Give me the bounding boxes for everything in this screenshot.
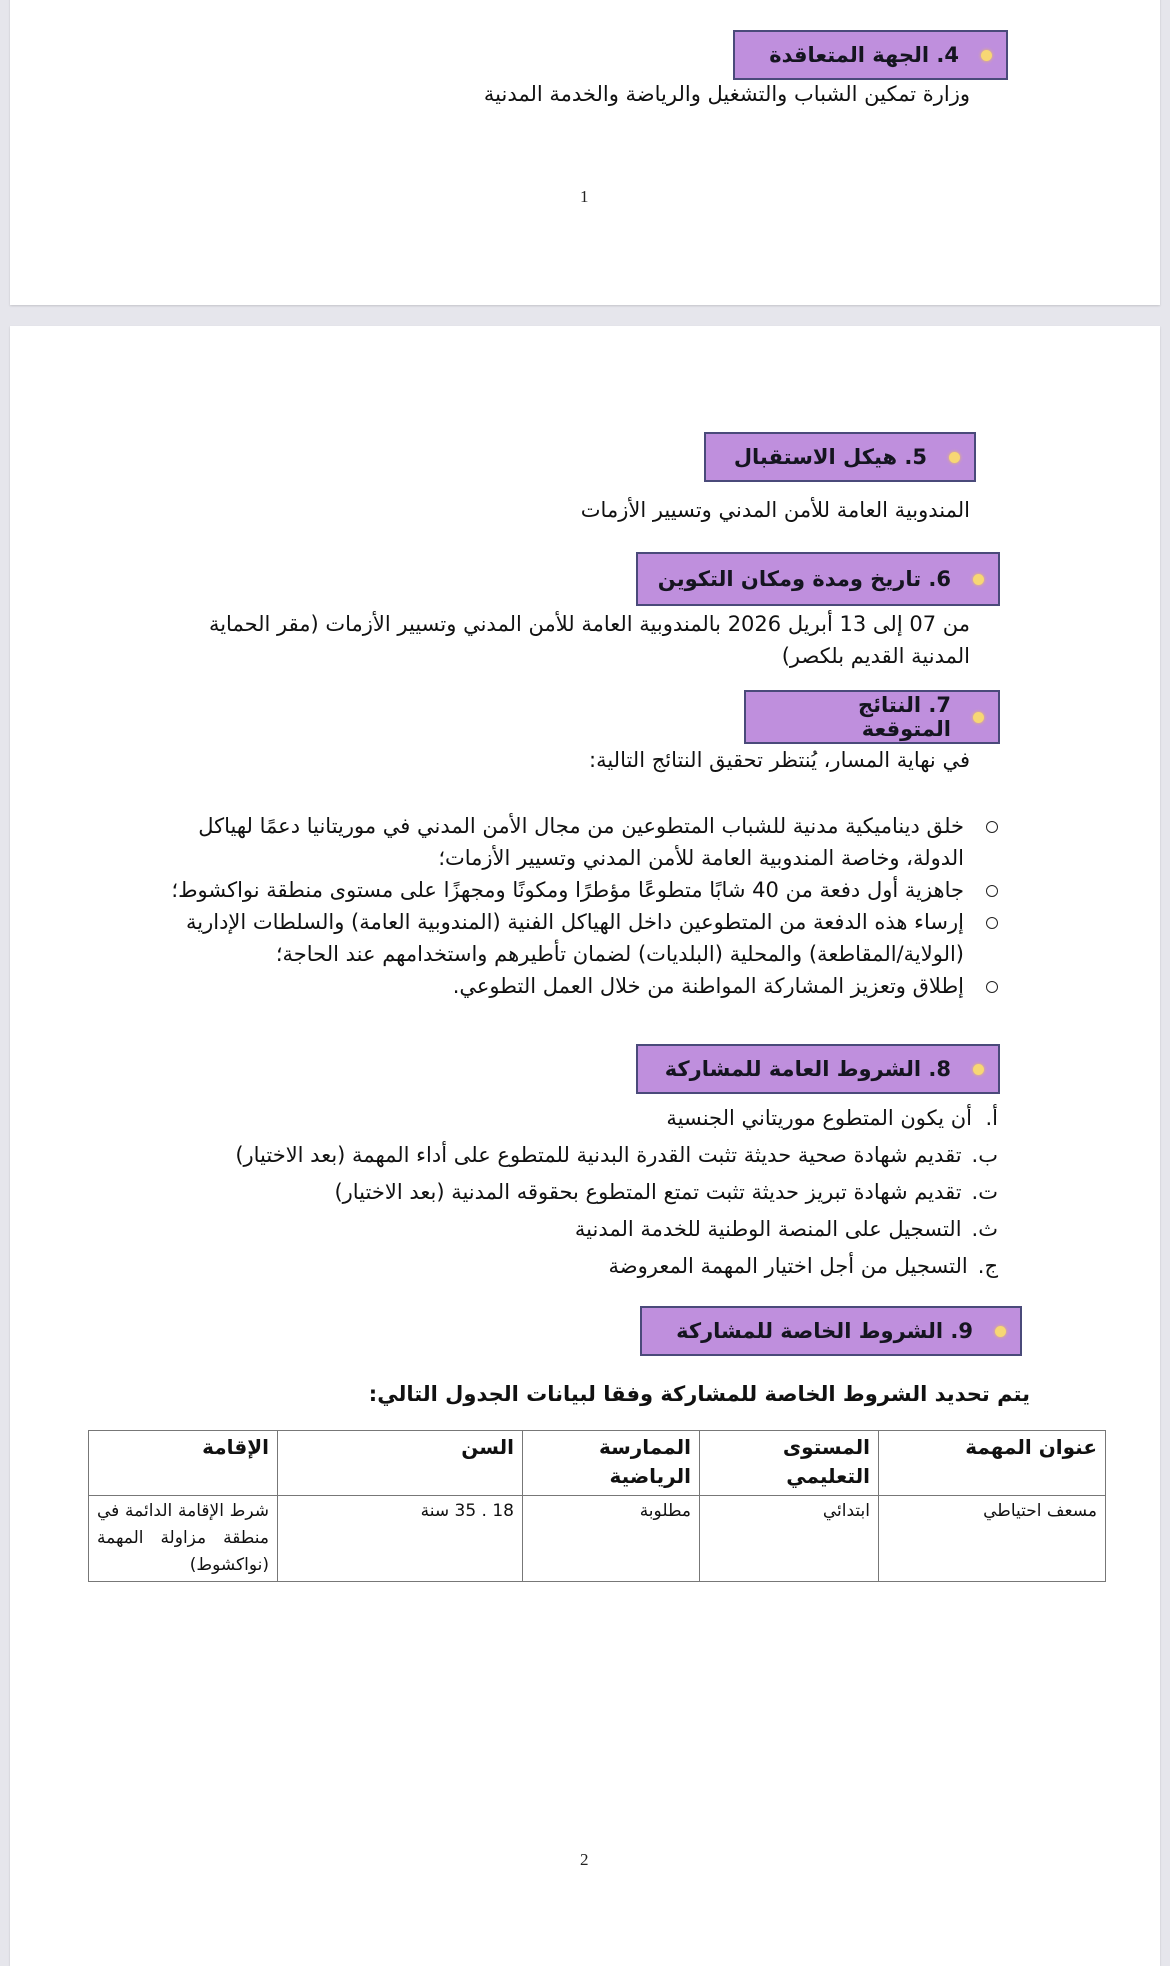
list-letter: ج. xyxy=(977,1254,998,1278)
document-page-2 xyxy=(10,326,1160,1966)
list-item xyxy=(138,1248,998,1285)
section-8-heading xyxy=(636,1044,1000,1094)
section-6-title: 6. تاريخ ومدة ومكان التكوين xyxy=(657,567,951,591)
column-header: عنوان المهمة xyxy=(879,1431,1106,1496)
bullet-dot-icon xyxy=(995,1326,1006,1337)
list-item-text: تقديم شهادة صحية حديثة تثبت القدرة البدنية للمتطوع على أداء المهمة (بعد الاختيار) xyxy=(235,1143,962,1167)
column-header: المستوى التعليمي xyxy=(700,1431,879,1496)
section-6-text: من 07 إلى 13 أبريل 2026 بالمندوبية العامة للأمن المدني وتسيير الأزمات (مقر الحماية المدنية القديم بلكصر) xyxy=(208,612,970,668)
column-header: الممارسة الرياضية xyxy=(523,1431,700,1496)
section-7-title: 7. النتائج المتوقعة xyxy=(857,693,951,741)
section-5-title: 5. هيكل الاستقبال xyxy=(733,445,927,469)
special-conditions-table xyxy=(88,1430,1106,1582)
section-5-heading xyxy=(704,432,976,482)
list-item-text: إطلاق وتعزيز المشاركة المواطنة من خلال العمل التطوعي. xyxy=(452,974,964,998)
bullet-dot-icon xyxy=(949,452,960,463)
list-letter: ث. xyxy=(971,1217,998,1241)
general-conditions-list xyxy=(138,1100,998,1285)
list-item xyxy=(138,1211,998,1248)
hollow-circle-bullet-icon xyxy=(986,885,998,897)
list-item xyxy=(138,1137,998,1174)
list-item xyxy=(138,1100,998,1137)
section-5-text: المندوبية العامة للأمن المدني وتسيير الأزمات xyxy=(580,498,970,522)
expected-results-list xyxy=(138,810,998,1002)
hollow-circle-bullet-icon xyxy=(986,917,998,929)
hollow-circle-bullet-icon xyxy=(986,821,998,833)
list-item-text: أن يكون المتطوع موريتاني الجنسية xyxy=(666,1106,972,1130)
section-7-heading xyxy=(744,690,1000,744)
column-header: السن xyxy=(278,1431,523,1496)
section-6-heading xyxy=(636,552,1000,606)
section-9-intro: يتم تحديد الشروط الخاصة للمشاركة وفقا لبيانات الجدول التالي: xyxy=(368,1382,1030,1406)
list-item-text: خلق ديناميكية مدنية للشباب المتطوعين من مجال الأمن المدني في موريتانيا دعمًا لهياكل الدولة، وخاصة المندوبية العامة للأمن المدني وتسيير الأزمات؛ xyxy=(198,814,964,870)
section-7-intro: في نهاية المسار، يُنتظر تحقيق النتائج التالية: xyxy=(589,748,970,772)
list-item xyxy=(138,1174,998,1211)
cut-off-text xyxy=(789,0,795,11)
table-cell: شرط الإقامة الدائمة في منطقة مزاولة المهمة (نواكشوط) xyxy=(89,1496,278,1582)
section-9-heading xyxy=(640,1306,1022,1356)
table-row xyxy=(89,1496,1106,1582)
table-cell: مسعف احتياطي xyxy=(879,1496,1106,1582)
list-letter: ت. xyxy=(971,1180,998,1204)
list-item-text: إرساء هذه الدفعة من المتطوعين داخل الهياكل الفنية (المندوبية العامة) والسلطات الإدارية (الولاية/المقاطعة) والمحلية (البلديات) لضمان تأطيرهم واستخدامهم عند الحاجة؛ xyxy=(185,910,964,966)
list-item xyxy=(138,970,998,1002)
hollow-circle-bullet-icon xyxy=(986,981,998,993)
table-header-row xyxy=(89,1431,1106,1496)
bullet-dot-icon xyxy=(973,712,984,723)
table-cell: 18 . 35 سنة xyxy=(278,1496,523,1582)
bullet-dot-icon xyxy=(973,574,984,585)
list-item xyxy=(138,906,998,970)
list-item xyxy=(138,874,998,906)
list-item-text: جاهزية أول دفعة من 40 شابًا متطوعًا مؤطرًا ومكونًا ومجهزًا على مستوى منطقة نواكشوط؛ xyxy=(171,878,964,902)
section-4-title: 4. الجهة المتعاقدة xyxy=(769,43,959,67)
table-cell: مطلوبة xyxy=(523,1496,700,1582)
list-item-text: التسجيل على المنصة الوطنية للخدمة المدنية xyxy=(574,1217,962,1241)
bullet-dot-icon xyxy=(981,50,992,61)
list-letter: ب. xyxy=(971,1143,998,1167)
section-8-title: 8. الشروط العامة للمشاركة xyxy=(664,1057,951,1081)
table-cell: ابتدائي xyxy=(700,1496,879,1582)
section-4-heading xyxy=(733,30,1008,80)
document-page-1 xyxy=(10,0,1160,305)
list-item xyxy=(138,810,998,874)
list-item-text: التسجيل من أجل اختيار المهمة المعروضة xyxy=(608,1254,968,1278)
column-header: الإقامة xyxy=(89,1431,278,1496)
bullet-dot-icon xyxy=(973,1064,984,1075)
page-number-1: 1 xyxy=(580,187,589,206)
list-letter: أ. xyxy=(985,1106,998,1130)
page-number-2: 2 xyxy=(580,1850,589,1869)
section-9-title: 9. الشروط الخاصة للمشاركة xyxy=(676,1319,973,1343)
list-item-text: تقديم شهادة تبريز حديثة تثبت تمتع المتطوع بحقوقه المدنية (بعد الاختيار) xyxy=(334,1180,962,1204)
section-4-text: وزارة تمكين الشباب والتشغيل والرياضة والخدمة المدنية xyxy=(483,82,970,106)
